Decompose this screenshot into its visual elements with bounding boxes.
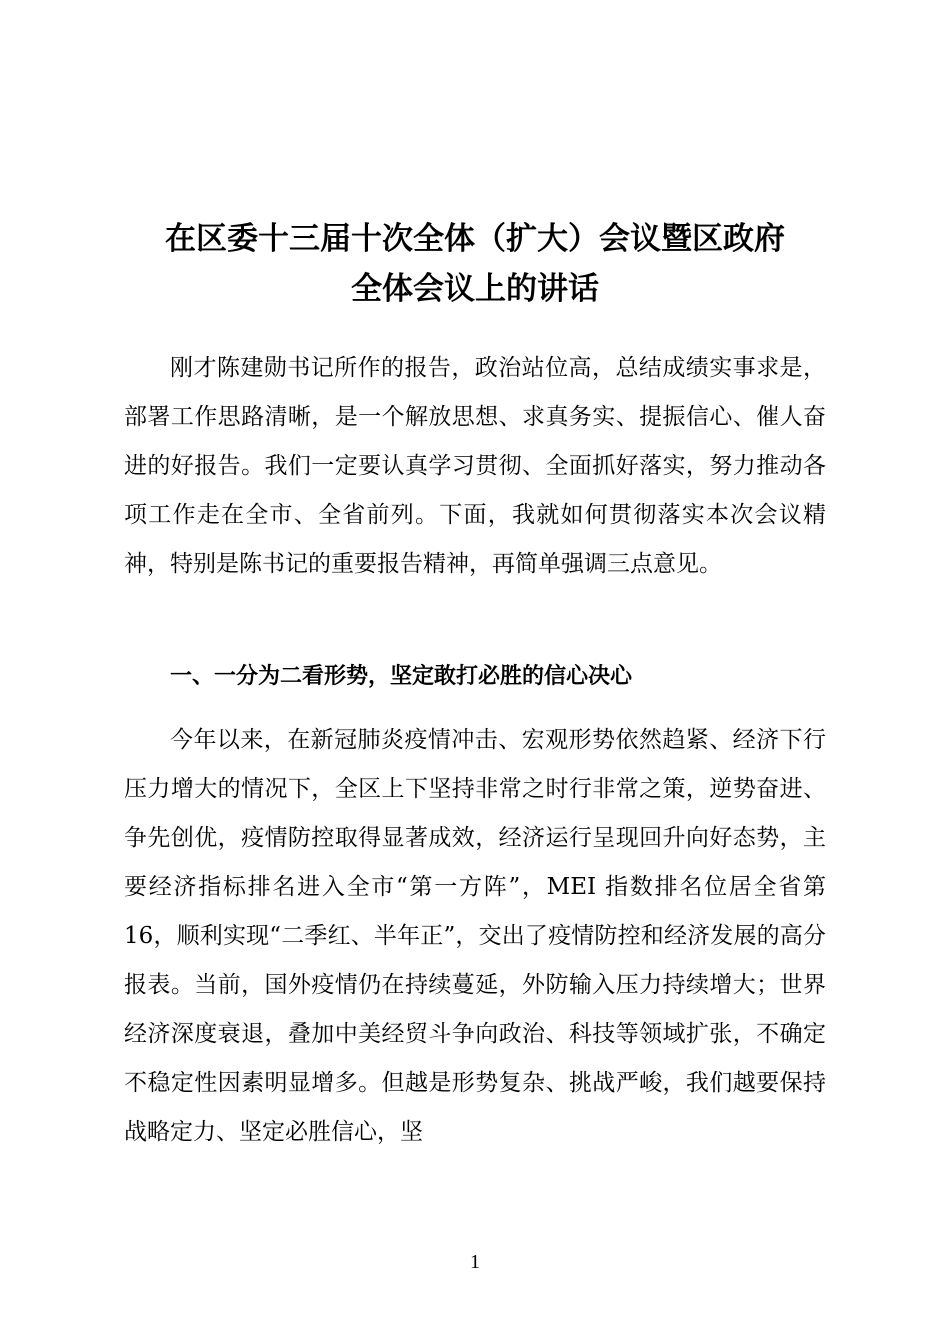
document-title-line-2: 全体会议上的讲话 — [351, 271, 599, 307]
section-heading-1: 一、一分为二看形势，坚定敢打必胜的信心决心 — [170, 664, 633, 689]
page-number: 1 — [470, 1251, 480, 1273]
body-paragraph-1: 刚才陈建勋书记所作的报告，政治站位高，总结成绩实事求是，部署工作思路清晰，是一个解放思想、求真务实、提振信心、催人奋进的好报告。我们一定要认真学习贯彻、全面抓好落实，努力推动各项工作走在全市、全省前列。下面，我就如何贯彻落实本次会议精神，特别是陈书记的重要报告精神，再简单强调三点意见。 — [124, 355, 826, 577]
document-title-line-1: 在区委十三届十次全体（扩大）会议暨区政府 — [165, 221, 785, 257]
body-paragraph-2: 今年以来，在新冠肺炎疫情冲击、宏观形势依然趋紧、经济下行压力增大的情况下，全区上下坚持非常之时行非常之策，逆势奋进、争先创优，疫情防控取得显著成效，经济运行呈现回升向好态势，主要经济指标排名进入全市“第一方阵”，MEI 指数排名位居全省第 16，顺利实现“二季红、半年正”，交出了疫情防控和经济发展的高分报表。当前，国外疫情仍在持续蔓延，外防输入压力持续增大；世界经济深度衰退，叠加中美经贸斗争向政治、科技等领域扩张，不确定不稳定性因素明显增多。但越是形势复杂、挑战严峻，我们越要保持战略定力、坚定必胜信心，坚 — [124, 727, 826, 1145]
